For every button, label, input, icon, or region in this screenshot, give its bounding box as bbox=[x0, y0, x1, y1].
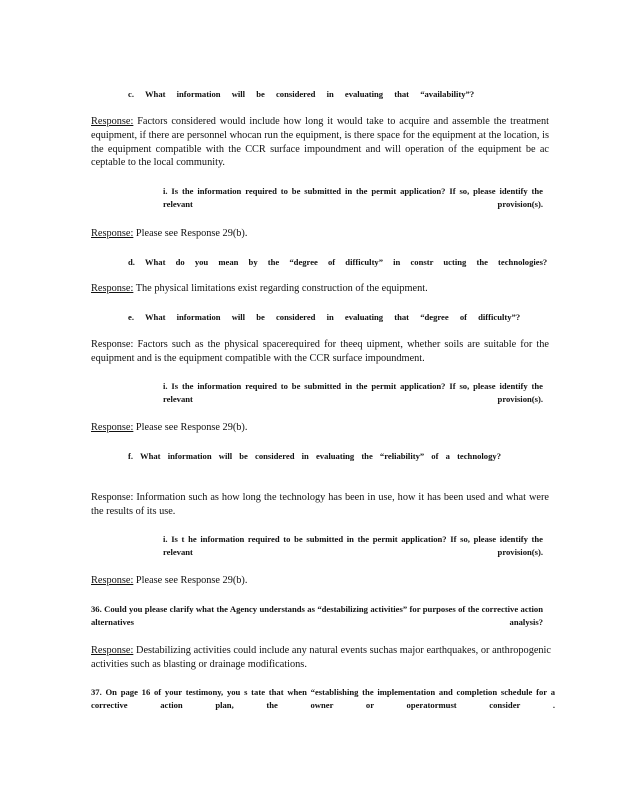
response-e-i: Response: Please see Response 29(b). bbox=[91, 422, 248, 433]
response-d: Response: The physical limitations exist regarding construction of the equipment. bbox=[91, 283, 428, 294]
question-f: f. What information will be considered in evaluating the “reliability” of a technology? bbox=[128, 451, 501, 461]
question-c: c. What information will be considered in evaluating that “availability”? bbox=[128, 89, 475, 99]
question-f-i: i. Is t he information required to be submitted in the permit application? If so, please identify the relevant provision(s). bbox=[163, 534, 543, 557]
response-f: Response: Information such as how long the technology has been in use, how it has been used and what were the results of its use. bbox=[91, 492, 549, 517]
response-36: Response: Destabilizing activities could include any natural events suchas major earthquakes, or anthropogenic activities such as blasting or drainage modifications. bbox=[91, 645, 551, 670]
response-e: Response: Factors such as the physical spacerequired for theeq uipment, whether soils are suitable for the equipment and is the equipment compatible with the CCR surface impoundment. bbox=[91, 339, 549, 364]
response-f-i: Response: Please see Response 29(b). bbox=[91, 575, 248, 586]
response-c-i: Response: Please see Response 29(b). bbox=[91, 228, 248, 239]
response-label: Response: bbox=[91, 422, 134, 433]
question-c-i: i. Is the information required to be submitted in the permit application? If so, please identify the relevant provision(s). bbox=[163, 186, 543, 209]
response-label: Response: bbox=[91, 575, 134, 586]
question-36: 36. Could you please clarify what the Agency understands as “destabilizing activities” for purposes of the corrective action alternatives analysis? bbox=[91, 604, 543, 627]
response-label: Response: bbox=[91, 645, 134, 656]
response-label: Response: bbox=[91, 228, 134, 239]
question-d: d. What do you mean by the “degree of difficulty” in constr ucting the technologies? bbox=[128, 257, 548, 267]
question-e: e. What information will be considered in evaluating that “degree of difficulty”? bbox=[128, 312, 521, 322]
question-37: 37. On page 16 of your testimony, you s tate that when “establishing the implementation and completion schedule for a corrective action plan, the owner or operatormust consider . bbox=[91, 687, 555, 710]
response-label: Response: bbox=[91, 283, 134, 294]
question-e-i: i. Is the information required to be submitted in the permit application? If so, please identify the relevant provision(s). bbox=[163, 381, 543, 404]
response-label: Response: bbox=[91, 116, 134, 127]
response-c: Response: Factors considered would include how long it would take to acquire and assemble the treatment equipment, if there are personnel whocan run the equipment, is there space for the equipment at the location, is the equipment compatible with the CCR surface impoundment and will operation of the equipment be ac ceptable to the local community. bbox=[91, 116, 549, 169]
